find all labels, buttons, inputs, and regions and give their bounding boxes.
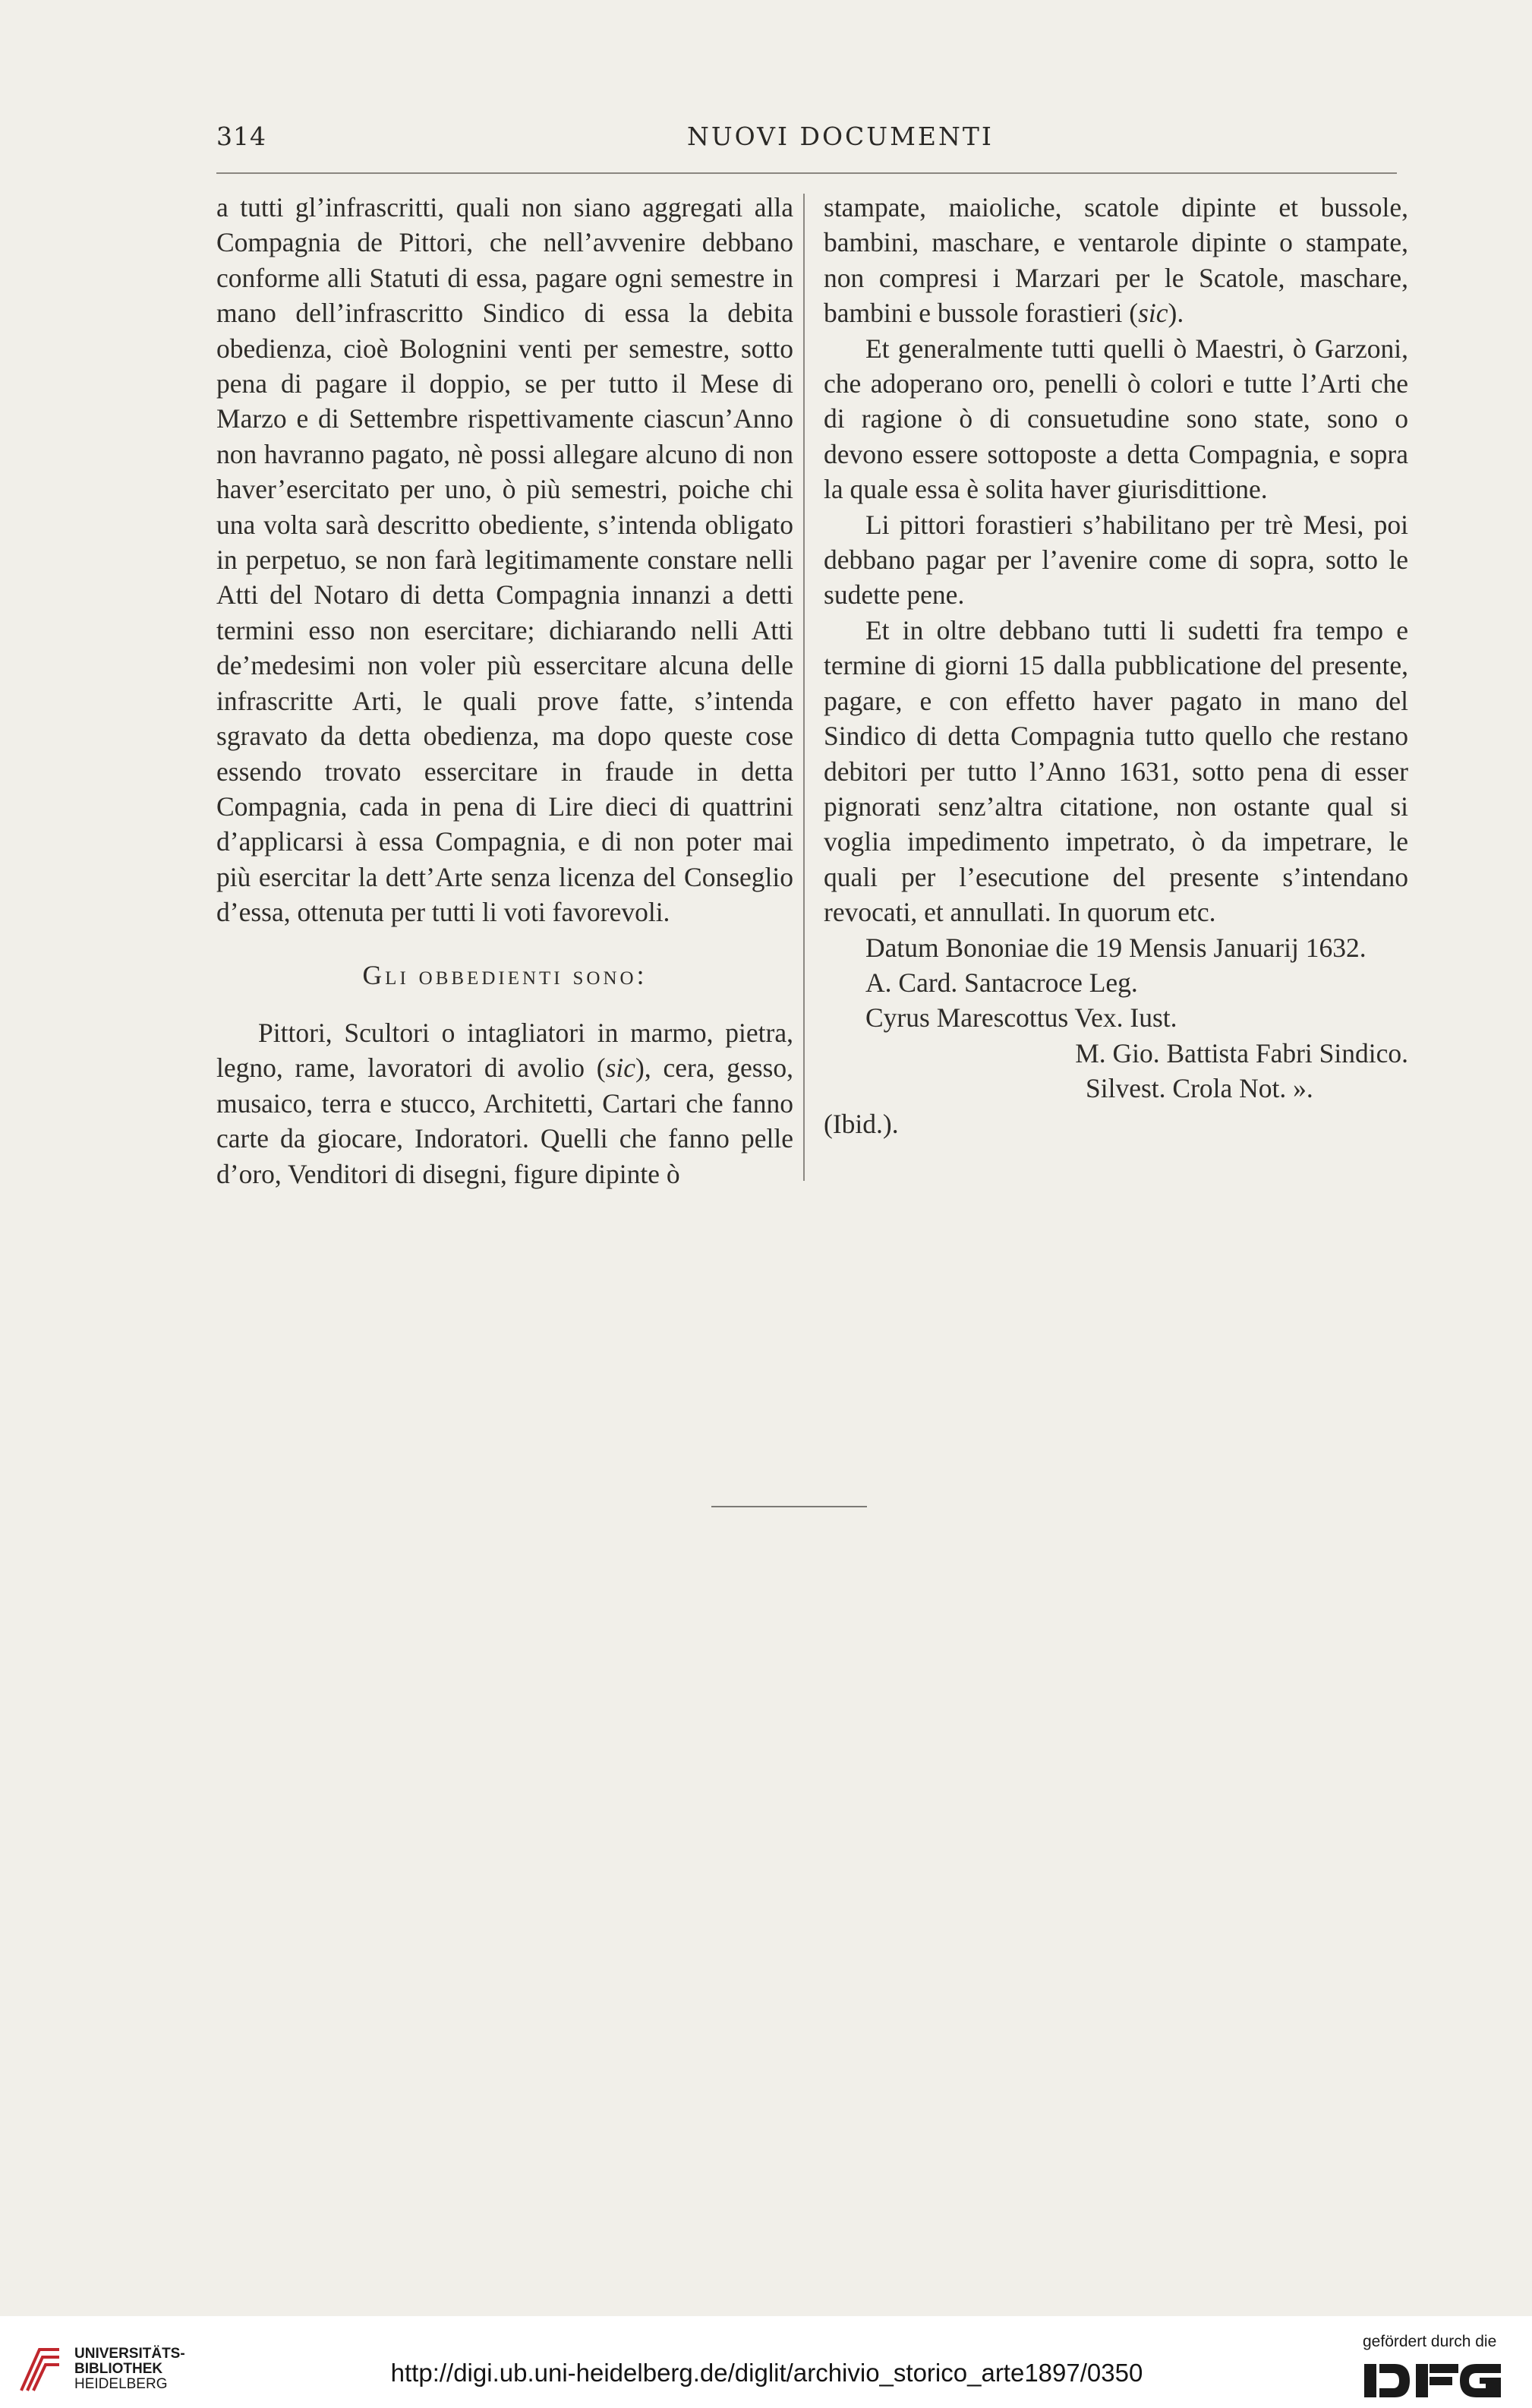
right-column (824, 190, 1408, 1141)
library-name-line-2: BIBLIOTHEK (74, 2361, 163, 2377)
source-url-link[interactable]: http://digi.ub.uni-heidelberg.de/diglit/archivio_storico_arte1897/0350 (390, 2359, 1143, 2387)
page-number: 314 (216, 122, 266, 151)
library-name-line-3: HEIDELBERG (74, 2376, 168, 2392)
signature-vexillifer: Cyrus Marescottus Vex. Iust. (865, 1002, 1177, 1034)
signature-legate: A. Card. Santacroce Leg. (865, 967, 1138, 998)
left-paragraph-1: a tutti gl’infrascritti, quali non siano aggregati alla Compagnia de Pittori, che nell’avvenire debbano conforme alli Statuti di essa, pagare ogni semestre in mano dell’infrascritto Sindico di essa la debita obedienza, cioè Bolognini venti per semestre, sotto pena di pagare il doppio, se per tutto il Mese di Marzo e di Settembre rispettivamente ciascun’Anno non havranno pagato, nè possi allegare alcuno di non haver’esercitato per uno, ò più semestri, poiche chi una volta sarà descritto obediente, s’intenda obligato in perpetuo, se non farà legitimamente constare nelli Atti del Notaro di detta Compagnia innanzi a detti termini esso non esercitare; dichiarando nelli Atti de’medesimi non voler più essercitare alcuna delle infrascritte Arti, le quali prove fatte, s’intenda sgravato da detta obedienza, ma dopo queste cose essendo trovato essercitare in fraude in detta Compagnia, cada in pena di Lire dieci di quattrini d’applicarsi à essa Compagnia, e di non poter mai più esercitar la dett’Arte senza licenza del Conseglio d’essa, ottenuta per tutti li voti favorevoli. (216, 192, 793, 928)
funding-label: gefördert durch die (1363, 2333, 1497, 2350)
right-paragraph-1 (824, 190, 1408, 331)
sic-annotation: sic (1138, 298, 1168, 329)
right-paragraph-4: Et in oltre debbano tutti li sudetti fra tempo e termine di giorni 15 dalla pubblicatione del presente, pagare, e con effetto haver pagato in mano del Sindico di detta Compagnia tutto quello che restano debitori per tutto l’Anno 1631, sotto pena di esser pignorati senz’altra citatione, non ostante qual si voglia impedimento impetrato, ò da impetrare, le quali per l’esecutione del presente s’intendano revocati, et annullati. In quorum etc. (824, 614, 1408, 928)
university-library-logo-icon (17, 2346, 64, 2394)
dfg-logo-icon (1363, 2358, 1515, 2403)
source-reference: (Ibid.). (824, 1108, 899, 1139)
running-title: NUOVI DOCUMENTI (687, 122, 994, 151)
signature-notary: Silvest. Crola Not. ». (1086, 1073, 1313, 1104)
library-name-line-1: UNIVERSITÄTS- (74, 2346, 185, 2362)
right-paragraph-1-text-a: stampate, maioliche, scatole dipinte et bussole, bambini, maschare, e ventarole dipinte o stampate, non compresi i Marzari per le Scatole, maschare, bambini e bussole forastieri ( (824, 192, 1408, 329)
column-divider (803, 194, 805, 1181)
left-paragraph-2-text-b: ), cera, gesso, musaico, terra e stucco, Architetti, Cartari che fanno carte da giocare, Indoratori. Quelli che fanno pelle d’oro, Venditori di disegni, figure dipinte ò (216, 1053, 793, 1189)
left-column (216, 190, 793, 1191)
digitization-footer (0, 2316, 1532, 2408)
library-name (74, 2346, 185, 2392)
section-heading: Gli obbedienti sono: (362, 959, 648, 990)
left-paragraph-2-text-a: Pittori, Scultori o intagliatori in marmo, pietra, legno, rame, lavoratori di avolio ( (216, 1017, 793, 1084)
section-end-rule (711, 1506, 867, 1507)
signature-sindico: M. Gio. Battista Fabri Sindico. (1075, 1037, 1408, 1068)
right-paragraph-3: Li pittori forastieri s’habilitano per trè Mesi, poi debbano pagar per l’avenire come di sopra, sotto le sudette pene. (824, 509, 1408, 611)
sic-annotation: sic (605, 1053, 636, 1084)
header-rule (216, 172, 1397, 174)
left-paragraph-2 (216, 1015, 793, 1191)
right-paragraph-1-text-b: ). (1168, 298, 1184, 329)
right-paragraph-2: Et generalmente tutti quelli ò Maestri, ò Garzoni, che adoperano oro, penelli ò colori e tutte l’Arti che di ragione ò di consuetudine sono state, sono o devono essere sottoposte a detta Compagnia, e sopra la quale essa è solita haver giurisdittione. (824, 333, 1408, 505)
datum-line: Datum Bononiae die 19 Mensis Januarij 1632. (865, 932, 1367, 963)
page-header (216, 122, 1412, 167)
